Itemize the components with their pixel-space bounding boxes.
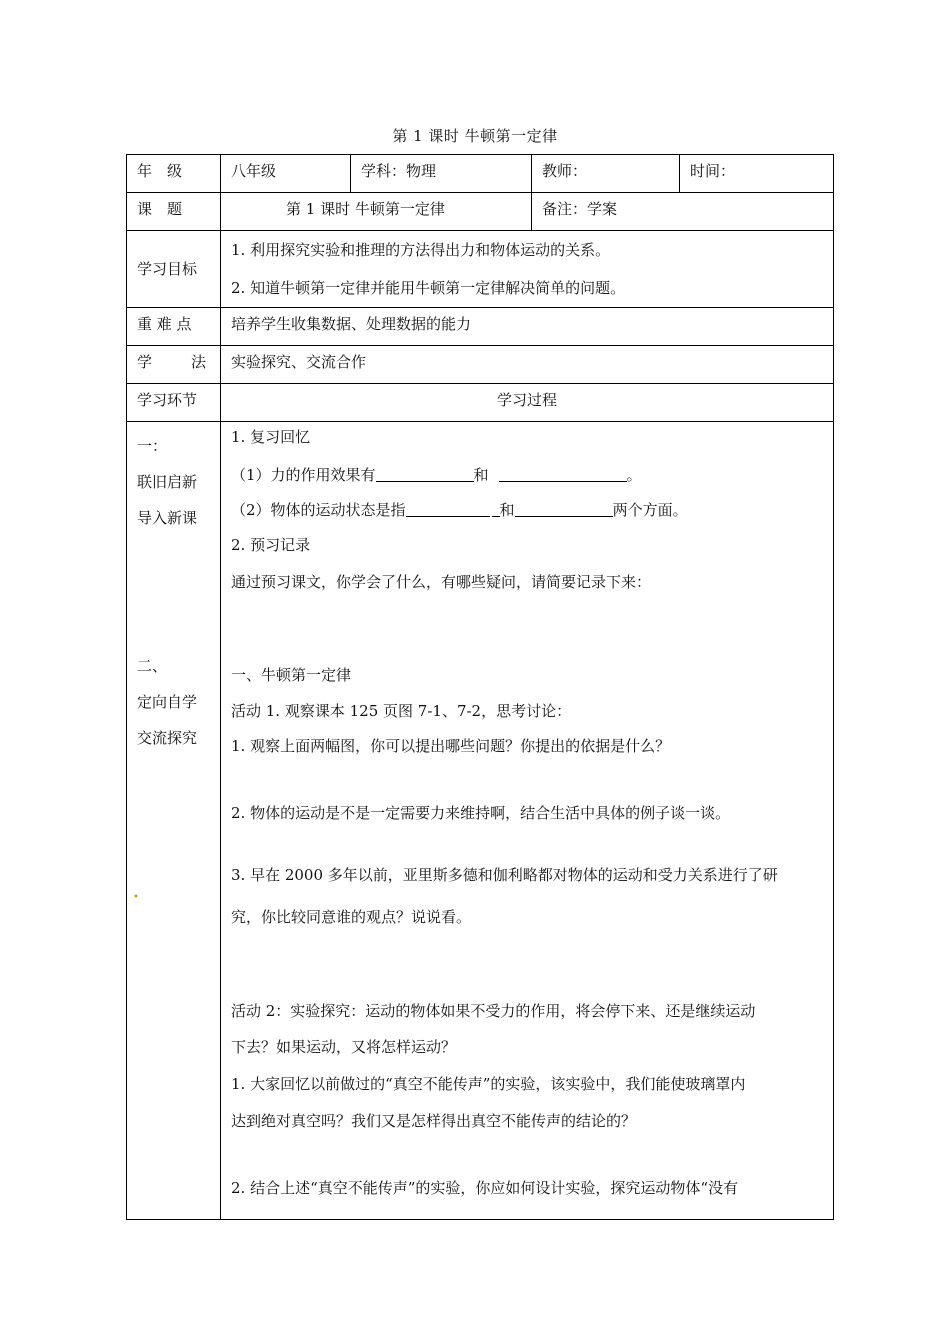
section-1-heading: 一、牛顿第一定律 [231, 666, 352, 684]
process-body-row [127, 422, 834, 1220]
review-q1-end: 。 [626, 466, 642, 484]
activity-1-question-1: 1. 观察上面两幅图，你可以提出哪些问题？你提出的依据是什么？ [231, 737, 671, 755]
preview-heading: 2. 预习记录 [231, 536, 311, 554]
review-q1-text: （1）力的作用效果有 [231, 466, 376, 484]
answer-blank-2[interactable] [499, 466, 627, 482]
topic-row [127, 193, 834, 231]
review-q1-and: 和 [473, 466, 489, 484]
grade-value: 八年级 [231, 162, 277, 180]
note-field: 备注：学案 [542, 200, 618, 218]
lesson-plan-table [126, 154, 834, 1220]
key-points-row [127, 308, 834, 346]
key-points-value: 培养学生收集数据、处理数据的能力 [231, 315, 472, 333]
stage-2 [137, 648, 197, 756]
header-row [127, 155, 834, 193]
grade-label: 年 级 [137, 162, 183, 180]
method-value: 实验探究、交流合作 [231, 353, 367, 371]
activity-1-title: 活动 1. 观察课本 125 页图 7-1、7-2，思考讨论： [231, 702, 572, 720]
stage-1-title-line2: 导入新课 [137, 509, 198, 527]
method-label: 学 法 [137, 353, 219, 371]
method-row [127, 346, 834, 384]
process-header-row [127, 384, 834, 422]
page-title: 第 1 课时 牛顿第一定律 [392, 127, 558, 145]
stage-1 [137, 428, 197, 536]
review-heading: 1. 复习回忆 [231, 428, 311, 446]
review-q2-and: 和 [499, 501, 515, 519]
answer-blank-4[interactable] [515, 501, 613, 517]
preview-text: 通过预习课文，你学会了什么，有哪些疑问，请简要记录下来： [231, 573, 652, 591]
stage-2-title-line1: 定向自学 [137, 693, 198, 711]
answer-blank-3b [492, 501, 500, 517]
review-q2-end: 两个方面。 [612, 501, 688, 519]
teacher-field: 教师： [542, 162, 588, 180]
decorative-dot: • [133, 892, 139, 903]
activity-1-question-2: 2. 物体的运动是不是一定需要力来维持啊，结合生活中具体的例子谈一谈。 [231, 804, 731, 822]
activity-1-question-3-line1: 3. 早在 2000 多年以前，亚里斯多德和伽利略都对物体的运动和受力关系进行了研 [231, 866, 778, 884]
topic-value: 第 1 课时 牛顿第一定律 [286, 200, 445, 218]
process-content-header: 学习过程 [496, 391, 557, 409]
goals-row [127, 231, 834, 308]
stage-1-number: 一： [137, 437, 168, 455]
answer-blank-3[interactable] [406, 501, 490, 517]
review-question-2 [231, 499, 688, 520]
stage-2-number: 二、 [137, 657, 168, 675]
goal-item-1: 1. 利用探究实验和推理的方法得出力和物体运动的关系。 [231, 241, 611, 259]
goals-label: 学习目标 [137, 260, 198, 278]
time-field: 时间： [690, 162, 736, 180]
review-question-1 [231, 464, 642, 485]
topic-label: 课 题 [137, 200, 183, 218]
activity-2-question-1-line1: 1. 大家回忆以前做过的“真空不能传声”的实验，该实验中，我们能使玻璃罩内 [231, 1075, 746, 1093]
subject-field: 学科：物理 [361, 162, 437, 180]
activity-2-question-2-line1: 2. 结合上述“真空不能传声”的实验，你应如何设计实验，探究运动物体“没有 [231, 1179, 739, 1197]
stage-2-title-line2: 交流探究 [137, 729, 198, 747]
activity-2-title-line2: 下去？如果运动，又将怎样运动？ [231, 1038, 457, 1056]
stage-1-title-line1: 联旧启新 [137, 473, 198, 491]
key-points-label: 重 难 点 [137, 315, 192, 333]
process-stage-header: 学习环节 [137, 391, 198, 409]
activity-1-question-3-line2: 究，你比较同意谁的观点？说说看。 [231, 908, 472, 926]
goal-item-2: 2. 知道牛顿第一定律并能用牛顿第一定律解决简单的问题。 [231, 279, 626, 297]
review-q2-text: （2）物体的运动状态是指 [231, 501, 406, 519]
activity-2-question-1-line2: 达到绝对真空吗？我们又是怎样得出真空不能传声的结论的？ [231, 1112, 637, 1130]
answer-blank-1[interactable] [376, 466, 474, 482]
activity-2-title-line1: 活动 2：实验探究：运动的物体如果不受力的作用，将会停下来、还是继续运动 [231, 1002, 756, 1020]
